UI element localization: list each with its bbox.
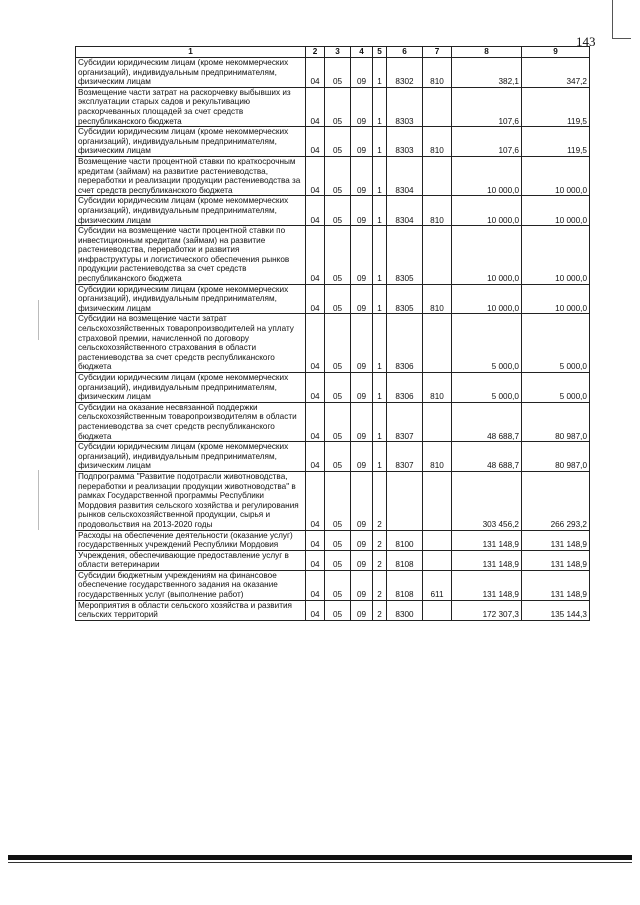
- code-subsection: 09: [351, 600, 373, 620]
- column-header: 9: [522, 47, 590, 58]
- table-row: [76, 530, 590, 550]
- code-expense-type: [423, 402, 452, 441]
- code-subprogram: 1: [373, 196, 387, 226]
- code-article: 8307: [387, 442, 423, 472]
- code-subprogram: 1: [373, 226, 387, 285]
- amount-year-2: 5 000,0: [522, 373, 590, 403]
- table-row: [76, 156, 590, 195]
- page-number: 143: [576, 34, 596, 49]
- code-expense-type: [423, 87, 452, 126]
- row-description: Субсидии юридическим лицам (кроме некоммерческих организаций), индивидуальным предпринимателям, физическим лицам: [76, 127, 306, 157]
- code-article: 8304: [387, 156, 423, 195]
- code-ministry: 04: [306, 530, 325, 550]
- code-expense-type: 810: [423, 373, 452, 403]
- amount-year-1: 382,1: [452, 58, 522, 88]
- code-article: 8302: [387, 58, 423, 88]
- code-section: 05: [325, 530, 351, 550]
- budget-table: [75, 46, 590, 621]
- amount-year-1: 131 148,9: [452, 570, 522, 600]
- table-row: [76, 58, 590, 88]
- code-ministry: 04: [306, 314, 325, 373]
- code-subsection: 09: [351, 471, 373, 530]
- amount-year-1: 131 148,9: [452, 530, 522, 550]
- code-subsection: 09: [351, 570, 373, 600]
- amount-year-2: 135 144,3: [522, 600, 590, 620]
- code-ministry: 04: [306, 600, 325, 620]
- amount-year-2: 119,5: [522, 127, 590, 157]
- code-subsection: 09: [351, 156, 373, 195]
- row-description: Субсидии юридическим лицам (кроме некоммерческих организаций), индивидуальным предпринимателям, физическим лицам: [76, 284, 306, 314]
- code-section: 05: [325, 471, 351, 530]
- code-subsection: 09: [351, 550, 373, 570]
- code-article: 8108: [387, 550, 423, 570]
- code-section: 05: [325, 373, 351, 403]
- amount-year-2: 347,2: [522, 58, 590, 88]
- page-bottom-rule: [8, 855, 632, 860]
- column-header: 4: [351, 47, 373, 58]
- row-description: Расходы на обеспечение деятельности (оказание услуг) государственных учреждений Республики Мордовия: [76, 530, 306, 550]
- code-subsection: 09: [351, 87, 373, 126]
- amount-year-1: 10 000,0: [452, 156, 522, 195]
- code-section: 05: [325, 196, 351, 226]
- column-header: 1: [76, 47, 306, 58]
- table-row: [76, 196, 590, 226]
- code-subsection: 09: [351, 314, 373, 373]
- code-subprogram: 2: [373, 600, 387, 620]
- amount-year-2: 131 148,9: [522, 530, 590, 550]
- code-article: [387, 471, 423, 530]
- code-expense-type: [423, 471, 452, 530]
- amount-year-2: 131 148,9: [522, 570, 590, 600]
- code-expense-type: [423, 156, 452, 195]
- code-expense-type: 810: [423, 284, 452, 314]
- row-description: Субсидии бюджетным учреждениям на финансовое обеспечение государственного задания на оказание государственных услуг (выполнение работ): [76, 570, 306, 600]
- row-description: Субсидии юридическим лицам (кроме некоммерческих организаций), индивидуальным предпринимателям, физическим лицам: [76, 373, 306, 403]
- amount-year-1: 10 000,0: [452, 196, 522, 226]
- amount-year-1: 303 456,2: [452, 471, 522, 530]
- amount-year-2: 266 293,2: [522, 471, 590, 530]
- code-section: 05: [325, 314, 351, 373]
- amount-year-2: 80 987,0: [522, 442, 590, 472]
- row-description: Возмещение части процентной ставки по краткосрочным кредитам (займам) на развитие растениеводства, переработки и реализации продукции растениеводства за счет средств республиканского бюджета: [76, 156, 306, 195]
- code-section: 05: [325, 284, 351, 314]
- code-section: 05: [325, 226, 351, 285]
- code-subprogram: 1: [373, 58, 387, 88]
- amount-year-2: 80 987,0: [522, 402, 590, 441]
- code-article: 8108: [387, 570, 423, 600]
- code-article: 8304: [387, 196, 423, 226]
- code-section: 05: [325, 87, 351, 126]
- amount-year-2: 131 148,9: [522, 550, 590, 570]
- page-bottom-rule-thin: [8, 862, 632, 863]
- table-row: [76, 600, 590, 620]
- code-section: 05: [325, 156, 351, 195]
- code-article: 8306: [387, 373, 423, 403]
- column-header: 3: [325, 47, 351, 58]
- code-article: 8303: [387, 87, 423, 126]
- amount-year-2: 10 000,0: [522, 156, 590, 195]
- table-row: [76, 373, 590, 403]
- code-article: 8300: [387, 600, 423, 620]
- code-expense-type: 810: [423, 127, 452, 157]
- table-header-row: [76, 47, 590, 58]
- code-ministry: 04: [306, 127, 325, 157]
- code-ministry: 04: [306, 156, 325, 195]
- code-ministry: 04: [306, 442, 325, 472]
- row-description: Учреждения, обеспечивающие предоставление услуг в области ветеринарии: [76, 550, 306, 570]
- code-subsection: 09: [351, 373, 373, 403]
- amount-year-1: 172 307,3: [452, 600, 522, 620]
- table-row: [76, 550, 590, 570]
- row-description: Мероприятия в области сельского хозяйства и развития сельских территорий: [76, 600, 306, 620]
- code-subsection: 09: [351, 226, 373, 285]
- code-section: 05: [325, 58, 351, 88]
- code-ministry: 04: [306, 226, 325, 285]
- scan-edge-mark: [612, 0, 631, 39]
- code-subsection: 09: [351, 530, 373, 550]
- code-article: 8306: [387, 314, 423, 373]
- amount-year-1: 10 000,0: [452, 226, 522, 285]
- code-subsection: 09: [351, 402, 373, 441]
- scan-margin-mark: [38, 470, 39, 530]
- code-section: 05: [325, 402, 351, 441]
- code-expense-type: [423, 550, 452, 570]
- code-expense-type: 810: [423, 196, 452, 226]
- row-description: Субсидии юридическим лицам (кроме некоммерческих организаций), индивидуальным предпринимателям, физическим лицам: [76, 58, 306, 88]
- code-ministry: 04: [306, 284, 325, 314]
- column-header: 7: [423, 47, 452, 58]
- code-article: 8307: [387, 402, 423, 441]
- code-subprogram: 2: [373, 550, 387, 570]
- code-subsection: 09: [351, 284, 373, 314]
- amount-year-2: 5 000,0: [522, 314, 590, 373]
- amount-year-1: 107,6: [452, 127, 522, 157]
- table-row: [76, 471, 590, 530]
- table-row: [76, 87, 590, 126]
- code-subprogram: 1: [373, 127, 387, 157]
- code-subprogram: 1: [373, 402, 387, 441]
- row-description: Субсидии на оказание несвязанной поддержки сельскохозяйственным товаропроизводителям в области растениеводства за счет средств республиканского бюджета: [76, 402, 306, 441]
- code-ministry: 04: [306, 87, 325, 126]
- amount-year-1: 107,6: [452, 87, 522, 126]
- amount-year-1: 10 000,0: [452, 284, 522, 314]
- table-row: [76, 442, 590, 472]
- table-row: [76, 570, 590, 600]
- table-row: [76, 402, 590, 441]
- row-description: Субсидии юридическим лицам (кроме некоммерческих организаций), индивидуальным предпринимателям, физическим лицам: [76, 196, 306, 226]
- code-subprogram: 1: [373, 284, 387, 314]
- code-subprogram: 1: [373, 314, 387, 373]
- code-subprogram: 2: [373, 471, 387, 530]
- code-section: 05: [325, 550, 351, 570]
- code-subprogram: 1: [373, 442, 387, 472]
- amount-year-2: 10 000,0: [522, 196, 590, 226]
- code-ministry: 04: [306, 570, 325, 600]
- table-row: [76, 226, 590, 285]
- code-ministry: 04: [306, 550, 325, 570]
- row-description: Подпрограмма "Развитие подотрасли животноводства, переработки и реализации продукции животноводства" в рамках Государственной программы Республики Мордовия развития сельского хозяйства и регулирования рынков сельскохозяйственной продукции, сырья и продовольствия на 2013-2020 годы: [76, 471, 306, 530]
- code-expense-type: [423, 530, 452, 550]
- row-description: Субсидии на возмещение части процентной ставки по инвестиционным кредитам (займам) на развитие растениеводства, переработки и развития инфраструктуры и логистического обеспечения рынков продукции растениеводства за счет средств республиканского бюджета: [76, 226, 306, 285]
- amount-year-1: 48 688,7: [452, 402, 522, 441]
- amount-year-2: 119,5: [522, 87, 590, 126]
- code-section: 05: [325, 600, 351, 620]
- code-expense-type: [423, 600, 452, 620]
- code-ministry: 04: [306, 196, 325, 226]
- table-row: [76, 284, 590, 314]
- code-subprogram: 1: [373, 156, 387, 195]
- code-article: 8303: [387, 127, 423, 157]
- code-subprogram: 2: [373, 530, 387, 550]
- code-expense-type: 810: [423, 58, 452, 88]
- column-header: 8: [452, 47, 522, 58]
- table-row: [76, 314, 590, 373]
- code-article: 8100: [387, 530, 423, 550]
- code-subprogram: 1: [373, 87, 387, 126]
- code-expense-type: [423, 226, 452, 285]
- row-description: Субсидии юридическим лицам (кроме некоммерческих организаций), индивидуальным предпринимателям, физическим лицам: [76, 442, 306, 472]
- code-article: 8305: [387, 226, 423, 285]
- code-ministry: 04: [306, 58, 325, 88]
- row-description: Субсидии на возмещение части затрат сельскохозяйственных товаропроизводителей на уплату страховой премии, начисленной по договору сельскохозяйственного страхования в области растениеводства за счет средств республиканского бюджета: [76, 314, 306, 373]
- amount-year-2: 10 000,0: [522, 284, 590, 314]
- code-expense-type: 810: [423, 442, 452, 472]
- code-subprogram: 1: [373, 373, 387, 403]
- amount-year-1: 131 148,9: [452, 550, 522, 570]
- code-subsection: 09: [351, 196, 373, 226]
- column-header: 5: [373, 47, 387, 58]
- code-expense-type: [423, 314, 452, 373]
- code-ministry: 04: [306, 471, 325, 530]
- column-header: 2: [306, 47, 325, 58]
- code-subsection: 09: [351, 127, 373, 157]
- code-subsection: 09: [351, 442, 373, 472]
- code-subsection: 09: [351, 58, 373, 88]
- code-expense-type: 611: [423, 570, 452, 600]
- code-article: 8305: [387, 284, 423, 314]
- table-body: [76, 58, 590, 621]
- code-ministry: 04: [306, 373, 325, 403]
- amount-year-1: 48 688,7: [452, 442, 522, 472]
- code-section: 05: [325, 570, 351, 600]
- code-subprogram: 2: [373, 570, 387, 600]
- amount-year-1: 5 000,0: [452, 373, 522, 403]
- column-header: 6: [387, 47, 423, 58]
- table-row: [76, 127, 590, 157]
- code-section: 05: [325, 127, 351, 157]
- scan-margin-mark: [38, 300, 39, 340]
- amount-year-1: 5 000,0: [452, 314, 522, 373]
- code-section: 05: [325, 442, 351, 472]
- amount-year-2: 10 000,0: [522, 226, 590, 285]
- code-ministry: 04: [306, 402, 325, 441]
- row-description: Возмещение части затрат на раскорчевку выбывших из эксплуатации старых садов и рекультивацию раскорчеванных площадей за счет средств республиканского бюджета: [76, 87, 306, 126]
